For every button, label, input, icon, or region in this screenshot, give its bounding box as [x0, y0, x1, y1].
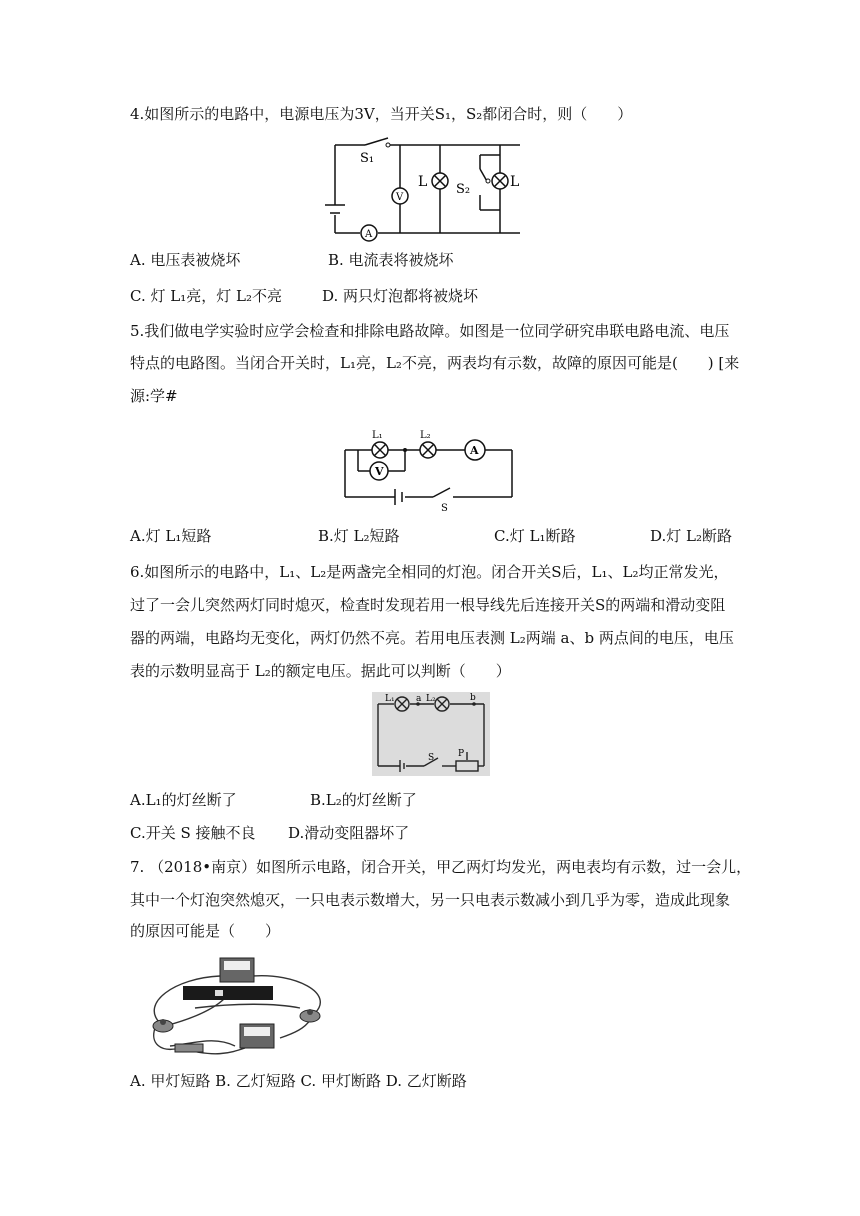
q6-option-a: A.L₁的灯丝断了: [130, 791, 237, 809]
q6-option-c: C.开关 S 接触不良: [130, 824, 256, 842]
l2-label: L₂: [420, 430, 431, 441]
q4-stem: 4.如图所示的电路中，电源电压为3V，当开关S₁，S₂都闭合时，则（ ）: [130, 105, 633, 123]
q6-stem-line3: 器的两端，电路均无变化，两灯仍然不亮。若用电压表测 L₂两端 a、b 两点间的电压，电压: [130, 629, 734, 647]
q6-circuit-photo: [372, 692, 490, 776]
ammeter-symbol: A: [365, 229, 373, 240]
point-a-label: a: [416, 694, 422, 704]
slider-p-label: P: [458, 749, 465, 759]
switch-label: S: [428, 753, 435, 763]
q5-option-d: D.灯 L₂断路: [650, 527, 733, 545]
switch-label: S: [441, 503, 448, 514]
q4-option-b: B. 电流表将被烧坏: [328, 251, 454, 269]
q6-stem-line2: 过了一会儿突然两灯同时熄灭，检查时发现若用一根导线先后连接开关S的两端和滑动变阻: [130, 596, 726, 614]
q5-option-a: A.灯 L₁短路: [130, 527, 212, 545]
q5-stem-line1: 5.我们做电学实验时应学会检查和排除电路故障。如图是一位同学研究串联电路电流、电压: [130, 322, 730, 340]
q4-option-d: D. 两只灯泡都将被烧坏: [322, 287, 479, 305]
l2-label: L₂: [426, 694, 436, 704]
q5-stem-line2: 特点的电路图。当闭合开关时，L₁亮，L₂不亮，两表均有示数，故障的原因可能是( ) [来: [130, 354, 740, 372]
q7-stem-line3: 的原因可能是（ ）: [130, 922, 281, 940]
q4-circuit-diagram: [320, 135, 540, 245]
q5-circuit-diagram: [340, 425, 520, 515]
q5-option-b: B.灯 L₂短路: [318, 527, 400, 545]
l1-label: L₁: [372, 430, 383, 441]
voltmeter-symbol: V: [396, 192, 404, 203]
q6-stem-line1: 6.如图所示的电路中，L₁、L₂是两盏完全相同的灯泡。闭合开关S后，L₁、L₂均正常发光，: [130, 563, 729, 581]
q7-stem-line2: 其中一个灯泡突然熄灭，一只电表示数增大，另一只电表示数减小到几乎为零，造成此现象: [130, 891, 731, 909]
point-b-label: b: [470, 693, 476, 703]
q7-circuit-photo: [135, 948, 340, 1063]
s2-label: S₂: [456, 182, 471, 197]
q4-option-c: C. 灯 L₁亮，灯 L₂不亮: [130, 287, 282, 305]
q6-option-d: D.滑动变阻器坏了: [288, 824, 410, 842]
q7-options: A. 甲灯短路 B. 乙灯短路 C. 甲灯断路 D. 乙灯断路: [130, 1072, 467, 1090]
q5-option-c: C.灯 L₁断路: [494, 527, 576, 545]
q4-option-a: A. 电压表被烧坏: [130, 251, 241, 269]
voltmeter-symbol: V: [375, 465, 384, 478]
ammeter-symbol: A: [470, 444, 479, 457]
q6-option-b: B.L₂的灯丝断了: [310, 791, 417, 809]
q7-stem-line1: 7. （2018•南京）如图所示电路，闭合开关，甲乙两灯均发光，两电表均有示数，过一会儿，: [130, 858, 752, 876]
q5-stem-line3: 源:学#: [130, 387, 178, 405]
lamp-label-1: L: [418, 174, 428, 190]
l1-label: L₁: [385, 694, 395, 704]
s1-label: S₁: [360, 151, 375, 166]
lamp-label-2: L: [510, 174, 520, 190]
q6-stem-line4: 表的示数明显高于 L₂的额定电压。据此可以判断（ ）: [130, 662, 511, 680]
